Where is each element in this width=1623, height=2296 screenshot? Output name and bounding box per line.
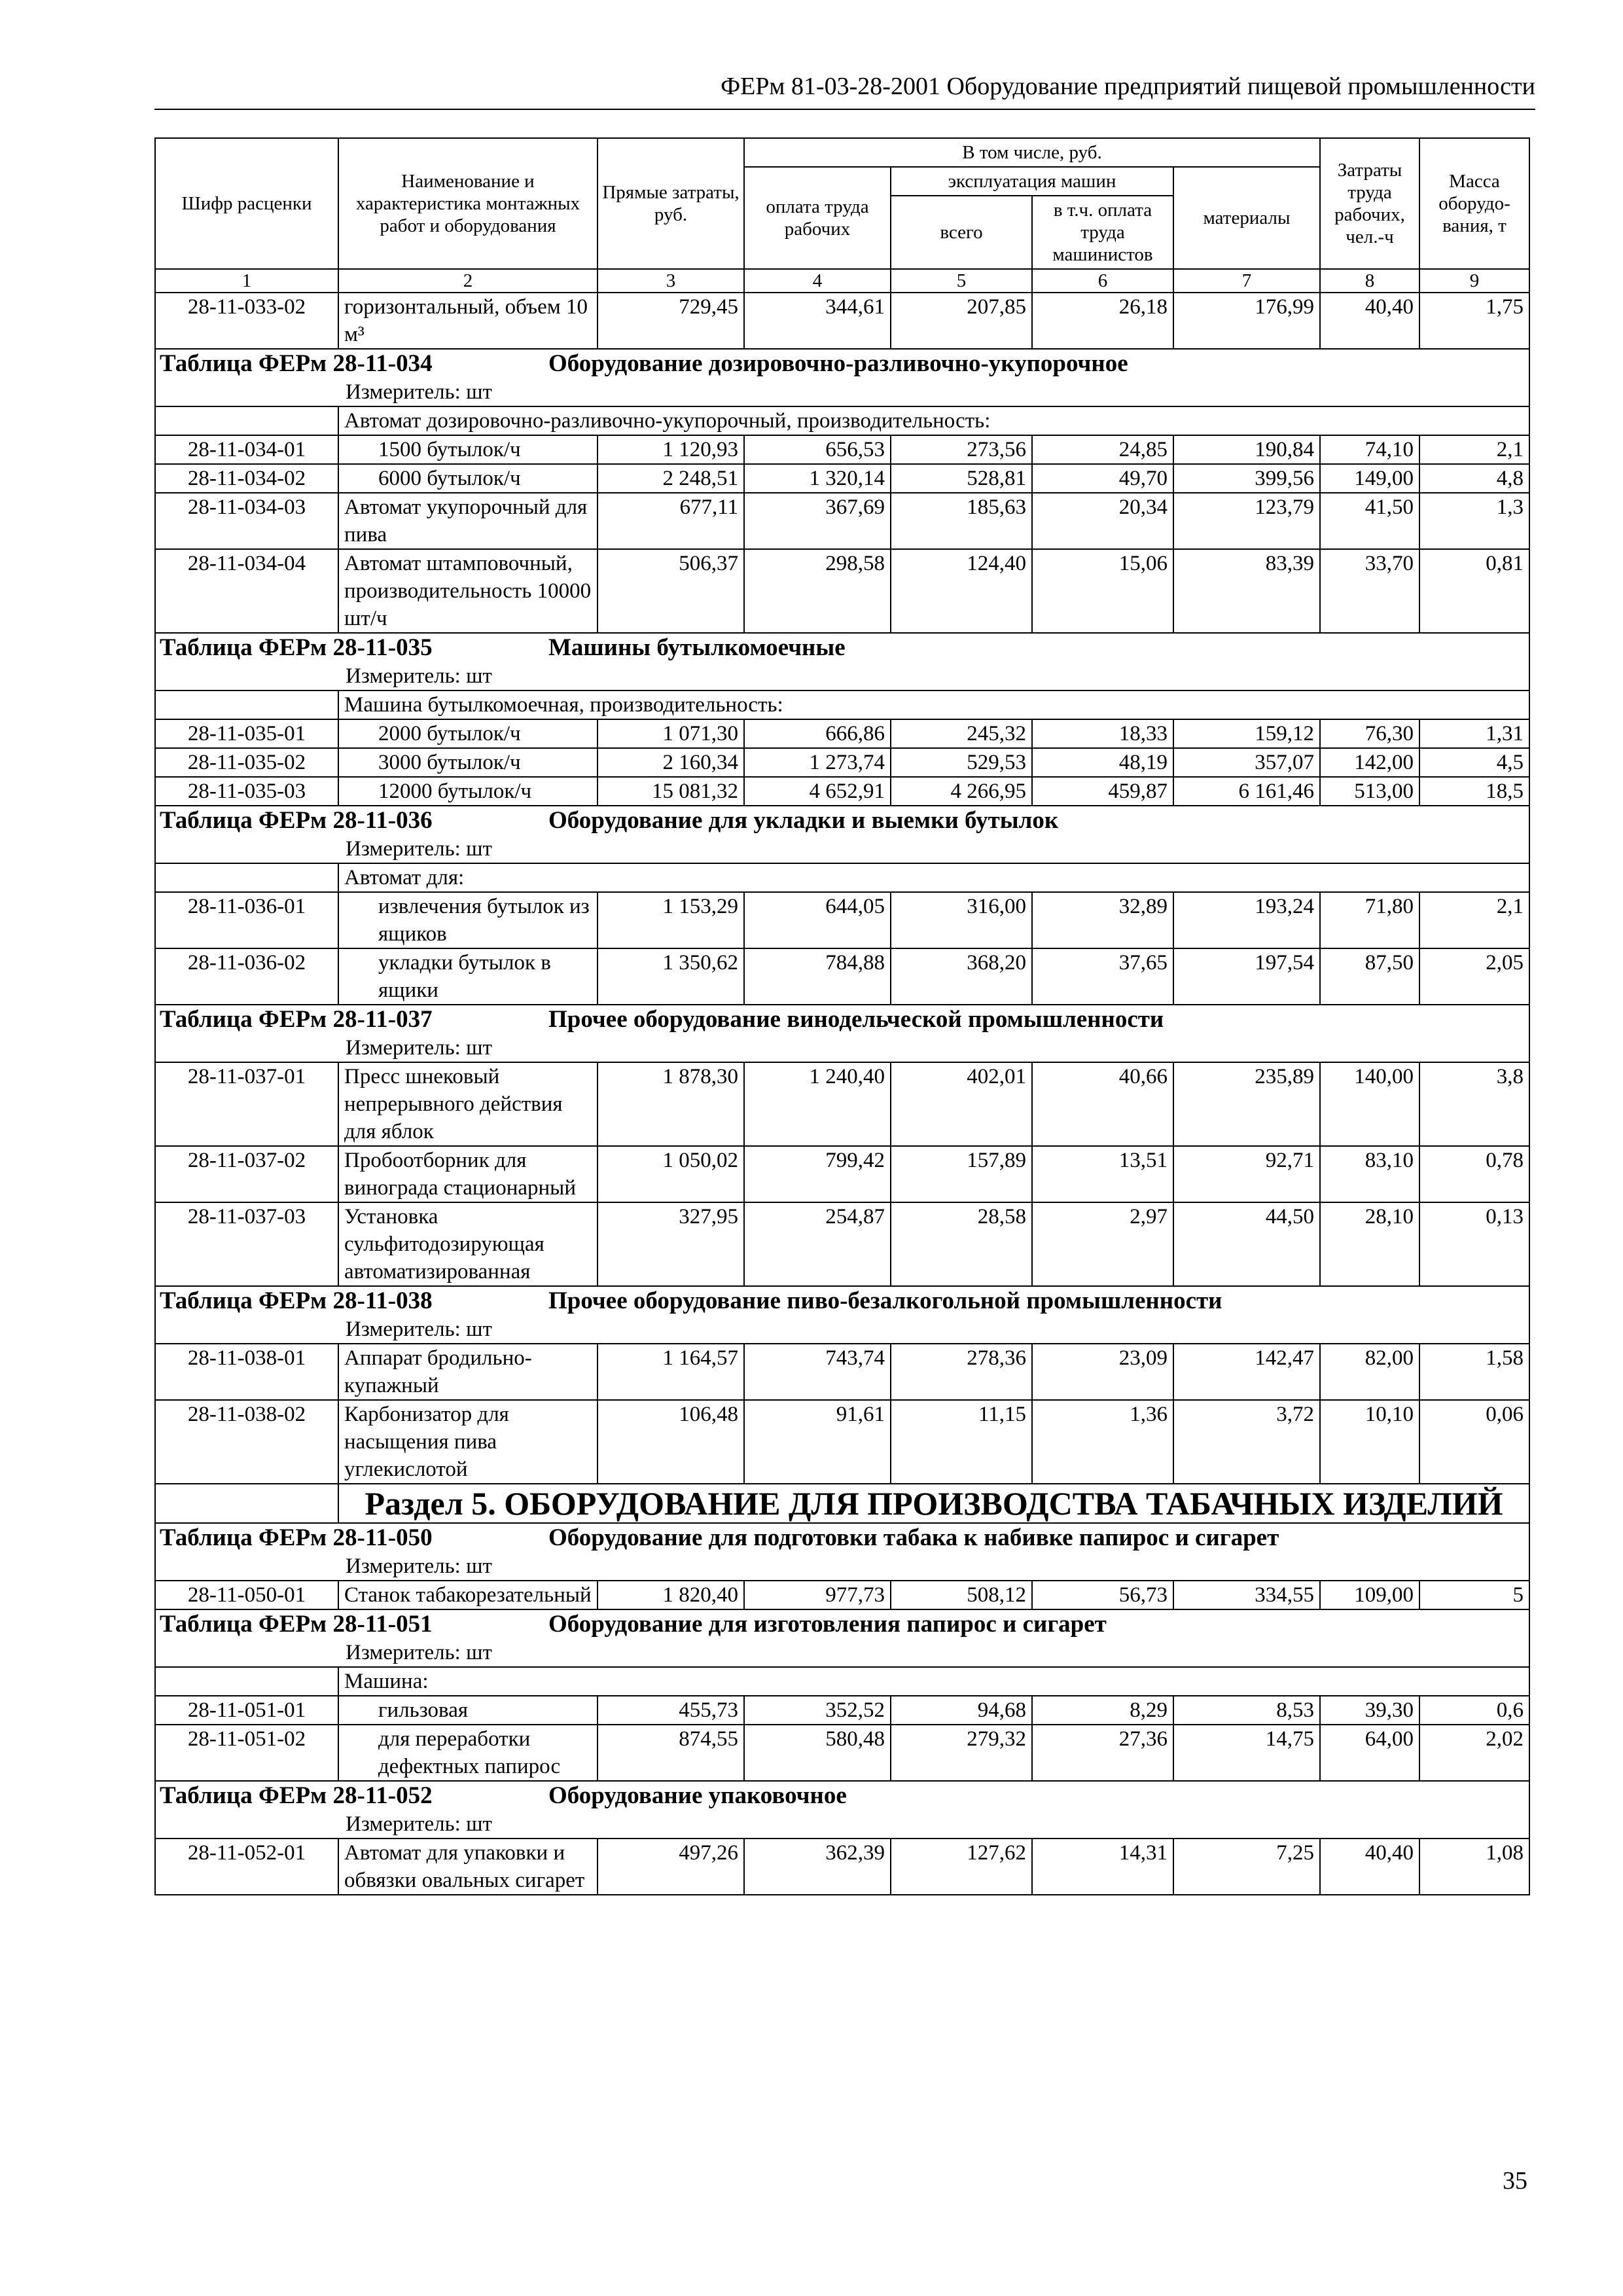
value-cell: 278,36 bbox=[891, 1344, 1032, 1400]
value-cell: 10,10 bbox=[1320, 1400, 1419, 1484]
value-cell: 40,40 bbox=[1320, 1839, 1419, 1895]
value-cell: 24,85 bbox=[1032, 435, 1173, 464]
subheading-row bbox=[155, 691, 1529, 719]
item-name: 3000 бутылок/ч bbox=[338, 748, 597, 777]
value-cell: 1 820,40 bbox=[597, 1581, 744, 1609]
value-cell: 1,3 bbox=[1419, 493, 1529, 549]
value-cell: 1 878,30 bbox=[597, 1062, 744, 1146]
section-title-cell bbox=[155, 1609, 1529, 1639]
rate-code: 28-11-051-01 bbox=[155, 1696, 338, 1725]
item-name: для переработки дефектных папирос bbox=[338, 1725, 597, 1781]
value-cell: 316,00 bbox=[891, 892, 1032, 948]
table-row bbox=[155, 892, 1529, 948]
value-cell: 1,75 bbox=[1419, 293, 1529, 349]
value-cell: 677,11 bbox=[597, 493, 744, 549]
table-title: Прочее оборудование пиво-безалкогольной промышленности bbox=[548, 1287, 1222, 1314]
value-cell: 18,33 bbox=[1032, 719, 1173, 748]
value-cell: 508,12 bbox=[891, 1581, 1032, 1609]
item-name: Станок табакорезательный bbox=[338, 1581, 597, 1609]
item-name: извлечения бутылок из ящиков bbox=[338, 892, 597, 948]
measure-row bbox=[155, 1639, 1529, 1667]
part-heading: Раздел 5. ОБОРУДОВАНИЕ ДЛЯ ПРОИЗВОДСТВА ТАБАЧНЫХ ИЗДЕЛИЙ bbox=[338, 1484, 1529, 1523]
value-cell: 497,26 bbox=[597, 1839, 744, 1895]
value-cell: 76,30 bbox=[1320, 719, 1419, 748]
item-name: укладки бутылок в ящики bbox=[338, 948, 597, 1005]
col-header-machines: эксплуатация машин bbox=[891, 167, 1173, 196]
col-header-group: В том числе, руб. bbox=[744, 138, 1320, 167]
value-cell: 92,71 bbox=[1173, 1146, 1320, 1202]
value-cell: 7,25 bbox=[1173, 1839, 1320, 1895]
table-code: Таблица ФЕРм 28-11-050 bbox=[160, 1524, 433, 1551]
value-cell: 235,89 bbox=[1173, 1062, 1320, 1146]
section-title-cell bbox=[155, 1781, 1529, 1810]
rate-code: 28-11-051-02 bbox=[155, 1725, 338, 1781]
table-title: Прочее оборудование винодельческой промышленности bbox=[548, 1006, 1164, 1033]
value-cell: 6 161,46 bbox=[1173, 777, 1320, 806]
item-name: Пресс шнековый непрерывного действия для яблок bbox=[338, 1062, 597, 1146]
value-cell: 1 071,30 bbox=[597, 719, 744, 748]
col-number: 4 bbox=[744, 269, 891, 293]
value-cell: 142,00 bbox=[1320, 748, 1419, 777]
rates-table bbox=[154, 137, 1530, 1895]
col-number: 9 bbox=[1419, 269, 1529, 293]
value-cell: 49,70 bbox=[1032, 464, 1173, 493]
empty-cell bbox=[155, 863, 338, 892]
value-cell: 1 050,02 bbox=[597, 1146, 744, 1202]
value-cell: 18,5 bbox=[1419, 777, 1529, 806]
value-cell: 20,34 bbox=[1032, 493, 1173, 549]
value-cell: 159,12 bbox=[1173, 719, 1320, 748]
value-cell: 3,8 bbox=[1419, 1062, 1529, 1146]
value-cell: 32,89 bbox=[1032, 892, 1173, 948]
section-title-cell bbox=[155, 633, 1529, 662]
value-cell: 2,02 bbox=[1419, 1725, 1529, 1781]
table-title: Оборудование упаковочное bbox=[548, 1782, 847, 1809]
value-cell: 2,05 bbox=[1419, 948, 1529, 1005]
value-cell: 28,58 bbox=[891, 1202, 1032, 1286]
table-code: Таблица ФЕРм 28-11-052 bbox=[160, 1782, 433, 1809]
col-header-mach-total: всего bbox=[891, 196, 1032, 269]
col-header-materials: материалы bbox=[1173, 167, 1320, 269]
value-cell: 56,73 bbox=[1032, 1581, 1173, 1609]
value-cell: 82,00 bbox=[1320, 1344, 1419, 1400]
table-code: Таблица ФЕРм 28-11-037 bbox=[160, 1006, 433, 1033]
rate-code: 28-11-034-04 bbox=[155, 549, 338, 633]
measure-row bbox=[155, 662, 1529, 691]
col-number: 8 bbox=[1320, 269, 1419, 293]
value-cell: 26,18 bbox=[1032, 293, 1173, 349]
rate-code: 28-11-037-01 bbox=[155, 1062, 338, 1146]
subheading-row bbox=[155, 406, 1529, 435]
measure-row bbox=[155, 378, 1529, 406]
measure-unit: Измеритель: шт bbox=[155, 378, 1529, 406]
empty-cell bbox=[155, 1484, 338, 1523]
value-cell: 513,00 bbox=[1320, 777, 1419, 806]
value-cell: 74,10 bbox=[1320, 435, 1419, 464]
value-cell: 109,00 bbox=[1320, 1581, 1419, 1609]
section-title-cell bbox=[155, 1286, 1529, 1316]
table-code: Таблица ФЕРм 28-11-038 bbox=[160, 1287, 433, 1314]
measure-unit: Измеритель: шт bbox=[155, 662, 1529, 691]
measure-row bbox=[155, 1316, 1529, 1344]
value-cell: 1 120,93 bbox=[597, 435, 744, 464]
table-row bbox=[155, 435, 1529, 464]
value-cell: 368,20 bbox=[891, 948, 1032, 1005]
col-header-code: Шифр расценки bbox=[155, 138, 338, 269]
value-cell: 1,08 bbox=[1419, 1839, 1529, 1895]
value-cell: 2,97 bbox=[1032, 1202, 1173, 1286]
section-title-cell bbox=[155, 806, 1529, 835]
rate-code: 28-11-038-01 bbox=[155, 1344, 338, 1400]
table-row bbox=[155, 464, 1529, 493]
table-title: Машины бутылкомоечные bbox=[548, 634, 846, 661]
item-name: гильзовая bbox=[338, 1696, 597, 1725]
measure-row bbox=[155, 1552, 1529, 1581]
table-row bbox=[155, 1062, 1529, 1146]
table-section-title bbox=[155, 1609, 1529, 1639]
value-cell: 33,70 bbox=[1320, 549, 1419, 633]
item-name: 2000 бутылок/ч bbox=[338, 719, 597, 748]
value-cell: 1 240,40 bbox=[744, 1062, 891, 1146]
value-cell: 142,47 bbox=[1173, 1344, 1320, 1400]
rate-code: 28-11-036-01 bbox=[155, 892, 338, 948]
table-row bbox=[155, 1839, 1529, 1895]
rate-code: 28-11-035-02 bbox=[155, 748, 338, 777]
section-title-cell bbox=[155, 1523, 1529, 1552]
value-cell: 185,63 bbox=[891, 493, 1032, 549]
table-title: Оборудование дозировочно-разливочно-укупорочное bbox=[548, 350, 1128, 377]
rate-code: 28-11-038-02 bbox=[155, 1400, 338, 1484]
table-row bbox=[155, 493, 1529, 549]
value-cell: 11,15 bbox=[891, 1400, 1032, 1484]
rate-code: 28-11-037-02 bbox=[155, 1146, 338, 1202]
value-cell: 64,00 bbox=[1320, 1725, 1419, 1781]
value-cell: 5 bbox=[1419, 1581, 1529, 1609]
value-cell: 245,32 bbox=[891, 719, 1032, 748]
value-cell: 176,99 bbox=[1173, 293, 1320, 349]
item-name: Установка сульфитодозирующая автоматизированная bbox=[338, 1202, 597, 1286]
value-cell: 94,68 bbox=[891, 1696, 1032, 1725]
page-number: 35 bbox=[1503, 2167, 1527, 2195]
value-cell: 799,42 bbox=[744, 1146, 891, 1202]
value-cell: 1,58 bbox=[1419, 1344, 1529, 1400]
value-cell: 13,51 bbox=[1032, 1146, 1173, 1202]
value-cell: 784,88 bbox=[744, 948, 891, 1005]
value-cell: 1 164,57 bbox=[597, 1344, 744, 1400]
section-title-cell bbox=[155, 1005, 1529, 1034]
table-section-title bbox=[155, 1781, 1529, 1810]
col-header-mass: Масса оборудо-вания, т bbox=[1419, 138, 1529, 269]
value-cell: 83,39 bbox=[1173, 549, 1320, 633]
value-cell: 197,54 bbox=[1173, 948, 1320, 1005]
value-cell: 71,80 bbox=[1320, 892, 1419, 948]
value-cell: 48,19 bbox=[1032, 748, 1173, 777]
value-cell: 367,69 bbox=[744, 493, 891, 549]
subheading: Машина бутылкомоечная, производительность: bbox=[338, 691, 1529, 719]
value-cell: 4,8 bbox=[1419, 464, 1529, 493]
empty-cell bbox=[155, 1667, 338, 1696]
value-cell: 193,24 bbox=[1173, 892, 1320, 948]
value-cell: 123,79 bbox=[1173, 493, 1320, 549]
table-row bbox=[155, 1202, 1529, 1286]
col-header-direct: Прямые затраты, руб. bbox=[597, 138, 744, 269]
rate-code: 28-11-035-03 bbox=[155, 777, 338, 806]
value-cell: 23,09 bbox=[1032, 1344, 1173, 1400]
measure-unit: Измеритель: шт bbox=[155, 1034, 1529, 1062]
value-cell: 37,65 bbox=[1032, 948, 1173, 1005]
table-row bbox=[155, 1725, 1529, 1781]
col-header-name: Наименование и характеристика монтажных работ и оборудования bbox=[338, 138, 597, 269]
col-number: 1 bbox=[155, 269, 338, 293]
measure-row bbox=[155, 1034, 1529, 1062]
value-cell: 1 153,29 bbox=[597, 892, 744, 948]
rate-code: 28-11-035-01 bbox=[155, 719, 338, 748]
section-title-cell bbox=[155, 349, 1529, 378]
table-title: Оборудование для изготовления папирос и сигарет bbox=[548, 1611, 1107, 1638]
rate-code: 28-11-050-01 bbox=[155, 1581, 338, 1609]
empty-cell bbox=[155, 691, 338, 719]
measure-unit: Измеритель: шт bbox=[155, 1639, 1529, 1667]
subheading: Машина: bbox=[338, 1667, 1529, 1696]
value-cell: 127,62 bbox=[891, 1839, 1032, 1895]
item-name: горизонтальный, объем 10 м³ bbox=[338, 293, 597, 349]
value-cell: 357,07 bbox=[1173, 748, 1320, 777]
item-name: 12000 бутылок/ч bbox=[338, 777, 597, 806]
value-cell: 279,32 bbox=[891, 1725, 1032, 1781]
table-code: Таблица ФЕРм 28-11-036 bbox=[160, 807, 433, 834]
rate-code: 28-11-034-03 bbox=[155, 493, 338, 549]
table-section-title bbox=[155, 1005, 1529, 1034]
value-cell: 2 160,34 bbox=[597, 748, 744, 777]
value-cell: 506,37 bbox=[597, 549, 744, 633]
value-cell: 1,36 bbox=[1032, 1400, 1173, 1484]
col-number: 2 bbox=[338, 269, 597, 293]
item-name: Автомат штамповочный, производительность 10000 шт/ч bbox=[338, 549, 597, 633]
value-cell: 528,81 bbox=[891, 464, 1032, 493]
value-cell: 1 350,62 bbox=[597, 948, 744, 1005]
table-code: Таблица ФЕРм 28-11-051 bbox=[160, 1611, 433, 1638]
value-cell: 124,40 bbox=[891, 549, 1032, 633]
value-cell: 666,86 bbox=[744, 719, 891, 748]
empty-cell bbox=[155, 406, 338, 435]
value-cell: 352,52 bbox=[744, 1696, 891, 1725]
table-row bbox=[155, 293, 1529, 349]
table-row bbox=[155, 719, 1529, 748]
table-row bbox=[155, 1344, 1529, 1400]
value-cell: 41,50 bbox=[1320, 493, 1419, 549]
value-cell: 4 266,95 bbox=[891, 777, 1032, 806]
value-cell: 3,72 bbox=[1173, 1400, 1320, 1484]
value-cell: 254,87 bbox=[744, 1202, 891, 1286]
value-cell: 656,53 bbox=[744, 435, 891, 464]
table-row bbox=[155, 777, 1529, 806]
value-cell: 15,06 bbox=[1032, 549, 1173, 633]
col-number: 3 bbox=[597, 269, 744, 293]
value-cell: 14,75 bbox=[1173, 1725, 1320, 1781]
value-cell: 8,29 bbox=[1032, 1696, 1173, 1725]
value-cell: 83,10 bbox=[1320, 1146, 1419, 1202]
table-row bbox=[155, 1696, 1529, 1725]
table-row bbox=[155, 549, 1529, 633]
col-number: 5 bbox=[891, 269, 1032, 293]
value-cell: 0,13 bbox=[1419, 1202, 1529, 1286]
table-code: Таблица ФЕРм 28-11-034 bbox=[160, 350, 433, 377]
table-row bbox=[155, 1400, 1529, 1484]
item-name: Пробоотборник для винограда стационарный bbox=[338, 1146, 597, 1202]
item-name: Карбонизатор для насыщения пива углекислотой bbox=[338, 1400, 597, 1484]
value-cell: 0,78 bbox=[1419, 1146, 1529, 1202]
value-cell: 2 248,51 bbox=[597, 464, 744, 493]
value-cell: 0,6 bbox=[1419, 1696, 1529, 1725]
value-cell: 580,48 bbox=[744, 1725, 891, 1781]
col-number: 6 bbox=[1032, 269, 1173, 293]
value-cell: 743,74 bbox=[744, 1344, 891, 1400]
value-cell: 1 320,14 bbox=[744, 464, 891, 493]
value-cell: 149,00 bbox=[1320, 464, 1419, 493]
subheading-row bbox=[155, 1667, 1529, 1696]
value-cell: 2,1 bbox=[1419, 435, 1529, 464]
item-name: Аппарат бродильно-купажный bbox=[338, 1344, 597, 1400]
table-section-title bbox=[155, 633, 1529, 662]
value-cell: 729,45 bbox=[597, 293, 744, 349]
value-cell: 8,53 bbox=[1173, 1696, 1320, 1725]
value-cell: 190,84 bbox=[1173, 435, 1320, 464]
table-row bbox=[155, 748, 1529, 777]
col-header-wages: оплата труда рабочих bbox=[744, 167, 891, 269]
subheading: Автомат для: bbox=[338, 863, 1529, 892]
item-name: Автомат для упаковки и обвязки овальных сигарет bbox=[338, 1839, 597, 1895]
value-cell: 1,31 bbox=[1419, 719, 1529, 748]
table-title: Оборудование для подготовки табака к набивке папирос и сигарет bbox=[548, 1524, 1279, 1551]
value-cell: 140,00 bbox=[1320, 1062, 1419, 1146]
value-cell: 455,73 bbox=[597, 1696, 744, 1725]
rate-code: 28-11-034-01 bbox=[155, 435, 338, 464]
value-cell: 28,10 bbox=[1320, 1202, 1419, 1286]
table-title: Оборудование для укладки и выемки бутылок bbox=[548, 807, 1059, 834]
value-cell: 39,30 bbox=[1320, 1696, 1419, 1725]
value-cell: 106,48 bbox=[597, 1400, 744, 1484]
table-section-title bbox=[155, 349, 1529, 378]
col-header-mach-wages: в т.ч. оплата труда машинистов bbox=[1032, 196, 1173, 269]
table-section-title bbox=[155, 806, 1529, 835]
item-name: 1500 бутылок/ч bbox=[338, 435, 597, 464]
table-row bbox=[155, 1581, 1529, 1609]
item-name: Автомат укупорочный для пива bbox=[338, 493, 597, 549]
value-cell: 44,50 bbox=[1173, 1202, 1320, 1286]
value-cell: 399,56 bbox=[1173, 464, 1320, 493]
value-cell: 15 081,32 bbox=[597, 777, 744, 806]
value-cell: 27,36 bbox=[1032, 1725, 1173, 1781]
rate-code: 28-11-033-02 bbox=[155, 293, 338, 349]
subheading: Автомат дозировочно-разливочно-укупорочный, производительность: bbox=[338, 406, 1529, 435]
measure-unit: Измеритель: шт bbox=[155, 1552, 1529, 1581]
value-cell: 4 652,91 bbox=[744, 777, 891, 806]
value-cell: 327,95 bbox=[597, 1202, 744, 1286]
col-header-labor: Затраты труда рабочих, чел.-ч bbox=[1320, 138, 1419, 269]
rate-code: 28-11-034-02 bbox=[155, 464, 338, 493]
value-cell: 14,31 bbox=[1032, 1839, 1173, 1895]
value-cell: 2,1 bbox=[1419, 892, 1529, 948]
value-cell: 459,87 bbox=[1032, 777, 1173, 806]
table-section-title bbox=[155, 1523, 1529, 1552]
measure-unit: Измеритель: шт bbox=[155, 835, 1529, 863]
rate-code: 28-11-036-02 bbox=[155, 948, 338, 1005]
value-cell: 40,40 bbox=[1320, 293, 1419, 349]
value-cell: 402,01 bbox=[891, 1062, 1032, 1146]
value-cell: 1 273,74 bbox=[744, 748, 891, 777]
value-cell: 207,85 bbox=[891, 293, 1032, 349]
part-heading-row bbox=[155, 1484, 1529, 1523]
measure-unit: Измеритель: шт bbox=[155, 1810, 1529, 1839]
value-cell: 0,81 bbox=[1419, 549, 1529, 633]
value-cell: 362,39 bbox=[744, 1839, 891, 1895]
table-section-title bbox=[155, 1286, 1529, 1316]
table-row bbox=[155, 1146, 1529, 1202]
measure-unit: Измеритель: шт bbox=[155, 1316, 1529, 1344]
value-cell: 4,5 bbox=[1419, 748, 1529, 777]
col-number: 7 bbox=[1173, 269, 1320, 293]
table-body bbox=[155, 293, 1529, 1895]
subheading-row bbox=[155, 863, 1529, 892]
table-row bbox=[155, 948, 1529, 1005]
value-cell: 273,56 bbox=[891, 435, 1032, 464]
value-cell: 40,66 bbox=[1032, 1062, 1173, 1146]
rate-code: 28-11-037-03 bbox=[155, 1202, 338, 1286]
value-cell: 157,89 bbox=[891, 1146, 1032, 1202]
value-cell: 644,05 bbox=[744, 892, 891, 948]
item-name: 6000 бутылок/ч bbox=[338, 464, 597, 493]
page-header: ФЕРм 81-03-28-2001 Оборудование предприятий пищевой промышленности bbox=[154, 73, 1535, 110]
value-cell: 87,50 bbox=[1320, 948, 1419, 1005]
value-cell: 334,55 bbox=[1173, 1581, 1320, 1609]
value-cell: 874,55 bbox=[597, 1725, 744, 1781]
value-cell: 529,53 bbox=[891, 748, 1032, 777]
rate-code: 28-11-052-01 bbox=[155, 1839, 338, 1895]
value-cell: 0,06 bbox=[1419, 1400, 1529, 1484]
measure-row bbox=[155, 835, 1529, 863]
value-cell: 344,61 bbox=[744, 293, 891, 349]
table-code: Таблица ФЕРм 28-11-035 bbox=[160, 634, 433, 661]
value-cell: 91,61 bbox=[744, 1400, 891, 1484]
value-cell: 298,58 bbox=[744, 549, 891, 633]
measure-row bbox=[155, 1810, 1529, 1839]
value-cell: 977,73 bbox=[744, 1581, 891, 1609]
